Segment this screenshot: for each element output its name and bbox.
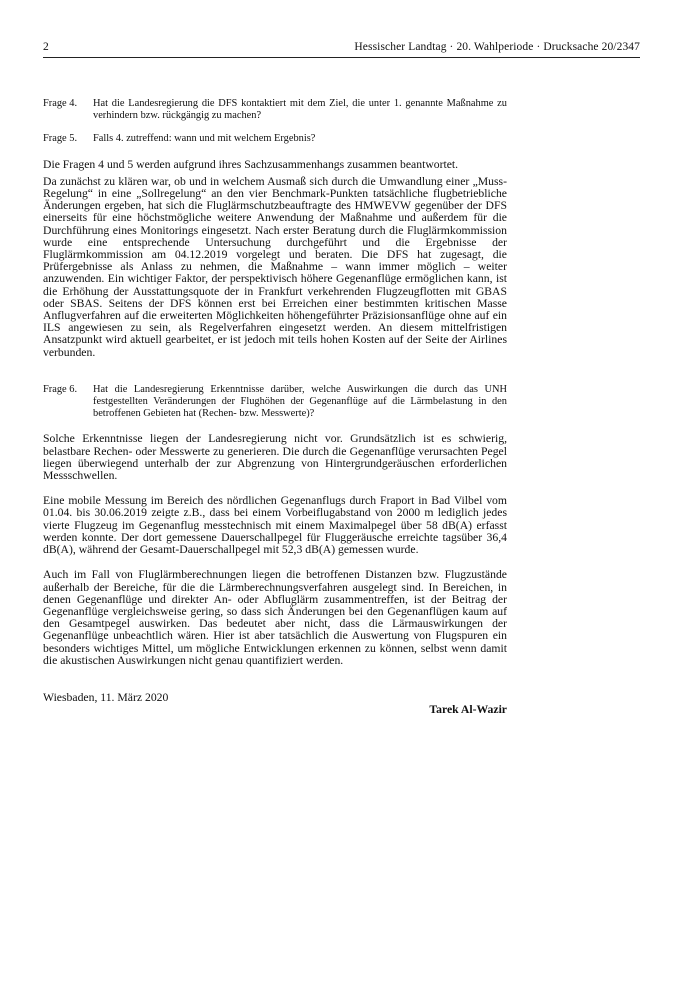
question-label: Frage 5. (43, 133, 78, 145)
answer-4-5-body: Da zunächst zu klären war, ob und in welchem Ausmaß sich durch die Umwandlung einer „Muss-Regelung“ in eine „Sollregelung“ an den vier Benchmark-Punkten tatsächliche flugbetriebliche Änderungen ergeben, hat sich die Fluglärmschutzbeauftragte des HMWEVW gegenüber der DFS einerseits für eine höchstmögliche weitere Anwendung der Maßnahme und außerdem für die Durchführung eines Monitorings eingesetzt. Nach erster Beratung durch die Fluglärmkommission wurde eine entsprechende Untersuchung durchgeführt und die Ergebnisse der Fluglärmkommission am 04.12.2019 vorgelegt und beraten. Die DFS hat zugesagt, die Prüfergebnisse als Anlass zu nehmen, die Maßnahme – wann immer möglich – weiter anzuwenden. Ein wichtiger Faktor, der perspektivisch höhere Gegenanflüge ermöglichen kann, ist die Erhöhung der Ausstattungsquote der in Frankfurt verkehrenden Flugzeugflotten mit GBAS oder SBAS. Seitens der DFS können erst bei Erreichen einer bestimmten kritischen Masse Anflugverfahren auf die erweiterten Möglichkeiten höhengeführter Präzisionsanflüge ohne auf ein ILS angewiesen zu sein, als Regelverfahren eingesetzt werden. An diesem mittelfristigen Ansatzpunkt wird aktuell gearbeitet, er ist jedoch mit teils hohen Kosten auf der Seite der Airlines verbunden. (43, 174, 507, 359)
question-6 (43, 384, 507, 421)
question-label: Frage 6. (43, 383, 78, 395)
answer-4-5-intro: Die Fragen 4 und 5 werden aufgrund ihres Sachzusammenhangs zusammen beantwortet. (43, 157, 459, 171)
question-text: Hat die Landesregierung die DFS kontaktiert mit dem Ziel, die unter 1. genannte Maßnahme zu verhindern bzw. rückgängig zu machen? (93, 98, 507, 122)
running-title: Hessischer Landtag · 20. Wahlperiode · Drucksache 20/2347 (354, 41, 640, 53)
question-label: Frage 4. (43, 98, 78, 109)
answer-6-paragraph-3: Auch im Fall von Fluglärmberechnungen liegen die betroffenen Distanzen bzw. Flugzustände außerhalb der Bereiche, für die die Lärmberechnungsverfahren ausgelegt sind. In Bereichen, in denen Gegenanflüge und direkter An- oder Abfluglärm zusammentreffen, ist der Beitrag der Gegenanflüge vergleichsweise gering, so dass sich Änderungen bei den Gegenanflügen kaum auf den Gesamtpegel auswirken. Das bedeutet aber nicht, dass die Lärmauswirkungen der Gegenanflüge unbeachtlich wären. Hier ist aber tatsächlich die Auswertung von Flugspuren ein besonders wichtiges Mittel, um mögliche Entwicklungen erkennen zu können, selbst wenn damit die akustischen Auswirkungen nicht genau quantifiziert werden. (43, 568, 507, 667)
place-date: Wiesbaden, 11. März 2020 (43, 690, 169, 704)
page-number: 2 (43, 41, 49, 53)
signature-block (43, 692, 507, 718)
question-text: Hat die Landesregierung Erkenntnisse darüber, welche Auswirkungen die durch das UNH festgestellten Veränderungen der Flughöhen der Gegenanflüge auf die Lärmbelastung in den betroffenen Gebieten hat (Rechen- bzw. Messwerte)? (93, 383, 507, 420)
question-5 (43, 133, 507, 145)
page-header (43, 41, 640, 58)
question-4 (43, 98, 507, 122)
signatory-name: Tarek Al-Wazir (429, 702, 507, 716)
document-body (43, 98, 507, 718)
answer-6-paragraph-1: Solche Erkenntnisse liegen der Landesregierung nicht vor. Grundsätzlich ist es schwierig, belastbare Rechen- oder Messwerte zu generieren. Die durch die Gegenanflüge verursachten Pegel liegen überwiegend unterhalb der zur Abgrenzung von Hintergrundgeräuschen erforderlichen Messschwellen. (43, 432, 507, 483)
question-text: Falls 4. zutreffend: wann und mit welchem Ergebnis? (93, 133, 316, 145)
answer-6-paragraph-2: Eine mobile Messung im Bereich des nördlichen Gegenanflugs durch Fraport in Bad Vilbel vom 01.04. bis 30.06.2019 zeigte z.B., dass bei einem Vorbeiflugabstand von 2000 m lediglich jedes vierte Flugzeug im Gegenanflug messtechnisch mit einem Maximalpegel über 58 dB(A) erfasst werden konnte. Der dort gemessene Dauerschallpegel für Fluggeräusche erreichte tagsüber 36,4 dB(A), während der Gesamt-Dauerschallpegel mit 52,3 dB(A) gemessen wurde. (43, 494, 507, 557)
